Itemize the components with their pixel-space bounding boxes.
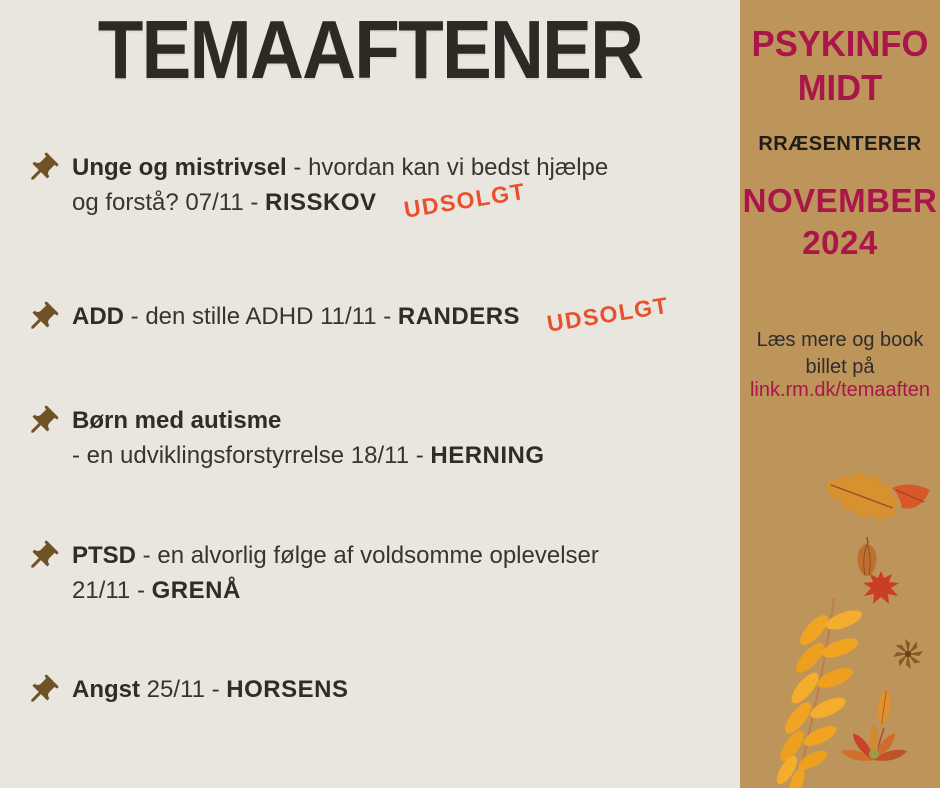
cta-text <box>740 327 940 381</box>
event-text <box>72 403 545 473</box>
event-text <box>72 291 671 337</box>
event-topic: Unge og mistrivsel <box>72 154 287 181</box>
brand-line2: MIDT <box>797 67 883 108</box>
event-description: - en alvorlig følge af voldsomme oplevelser <box>136 542 599 569</box>
sidebar <box>740 0 940 788</box>
event-location: HORSENS <box>226 676 349 703</box>
pushpin-icon <box>24 404 60 440</box>
pushpin-icon <box>24 539 60 575</box>
creeper-leaf-icon <box>830 720 914 788</box>
brand-title <box>744 22 936 110</box>
cta-line1: Læs mere og book <box>756 329 924 351</box>
event-item-angst <box>24 672 348 709</box>
event-topic: ADD <box>72 303 124 330</box>
event-location: HERNING <box>430 442 545 469</box>
event-text <box>72 538 599 608</box>
star-anise-icon <box>890 638 926 670</box>
event-item-unge-og-mistrivsel <box>24 150 609 223</box>
autumn-leaf-icon <box>890 480 932 514</box>
event-description: - hvordan kan vi bedst hjælpe <box>286 154 609 181</box>
event-description: - den stille ADHD 11/11 - <box>124 303 398 330</box>
month-label <box>740 180 940 264</box>
event-text <box>72 150 609 223</box>
booking-link[interactable]: link.rm.dk/temaaften <box>749 379 931 401</box>
cta-line2: billet på <box>805 356 875 378</box>
event-topic: Angst <box>72 676 140 703</box>
event-item-ptsd <box>24 538 599 608</box>
event-text <box>72 672 348 707</box>
pushpin-icon <box>24 151 60 187</box>
brand-line1: PSYKINFO <box>751 23 929 64</box>
presents-label: RRÆSENTERER <box>758 133 922 155</box>
event-item-born-med-autisme <box>24 403 545 473</box>
event-topic: PTSD <box>72 542 137 569</box>
event-date: 21/11 - <box>72 577 152 604</box>
soldout-badge: UDSOLGT <box>401 177 528 223</box>
event-date: og forstå? 07/11 - <box>72 189 266 216</box>
event-location: RANDERS <box>397 303 521 330</box>
soldout-badge: UDSOLGT <box>545 291 671 337</box>
event-description: - en udviklingsforstyrrelse 18/11 - <box>72 442 431 469</box>
event-topic: Børn med autisme <box>72 407 282 434</box>
month-line1: NOVEMBER <box>742 182 938 219</box>
month-line2: 2024 <box>802 224 878 261</box>
event-item-add <box>24 291 671 337</box>
pushpin-icon <box>24 300 60 336</box>
event-location: GRENÅ <box>151 577 241 604</box>
event-date: 25/11 - <box>140 676 227 703</box>
maple-leaf-icon <box>860 570 902 606</box>
page-title: TEMAAFTENER <box>97 3 643 96</box>
event-location: RISSKOV <box>265 189 377 216</box>
pushpin-icon <box>24 673 60 709</box>
